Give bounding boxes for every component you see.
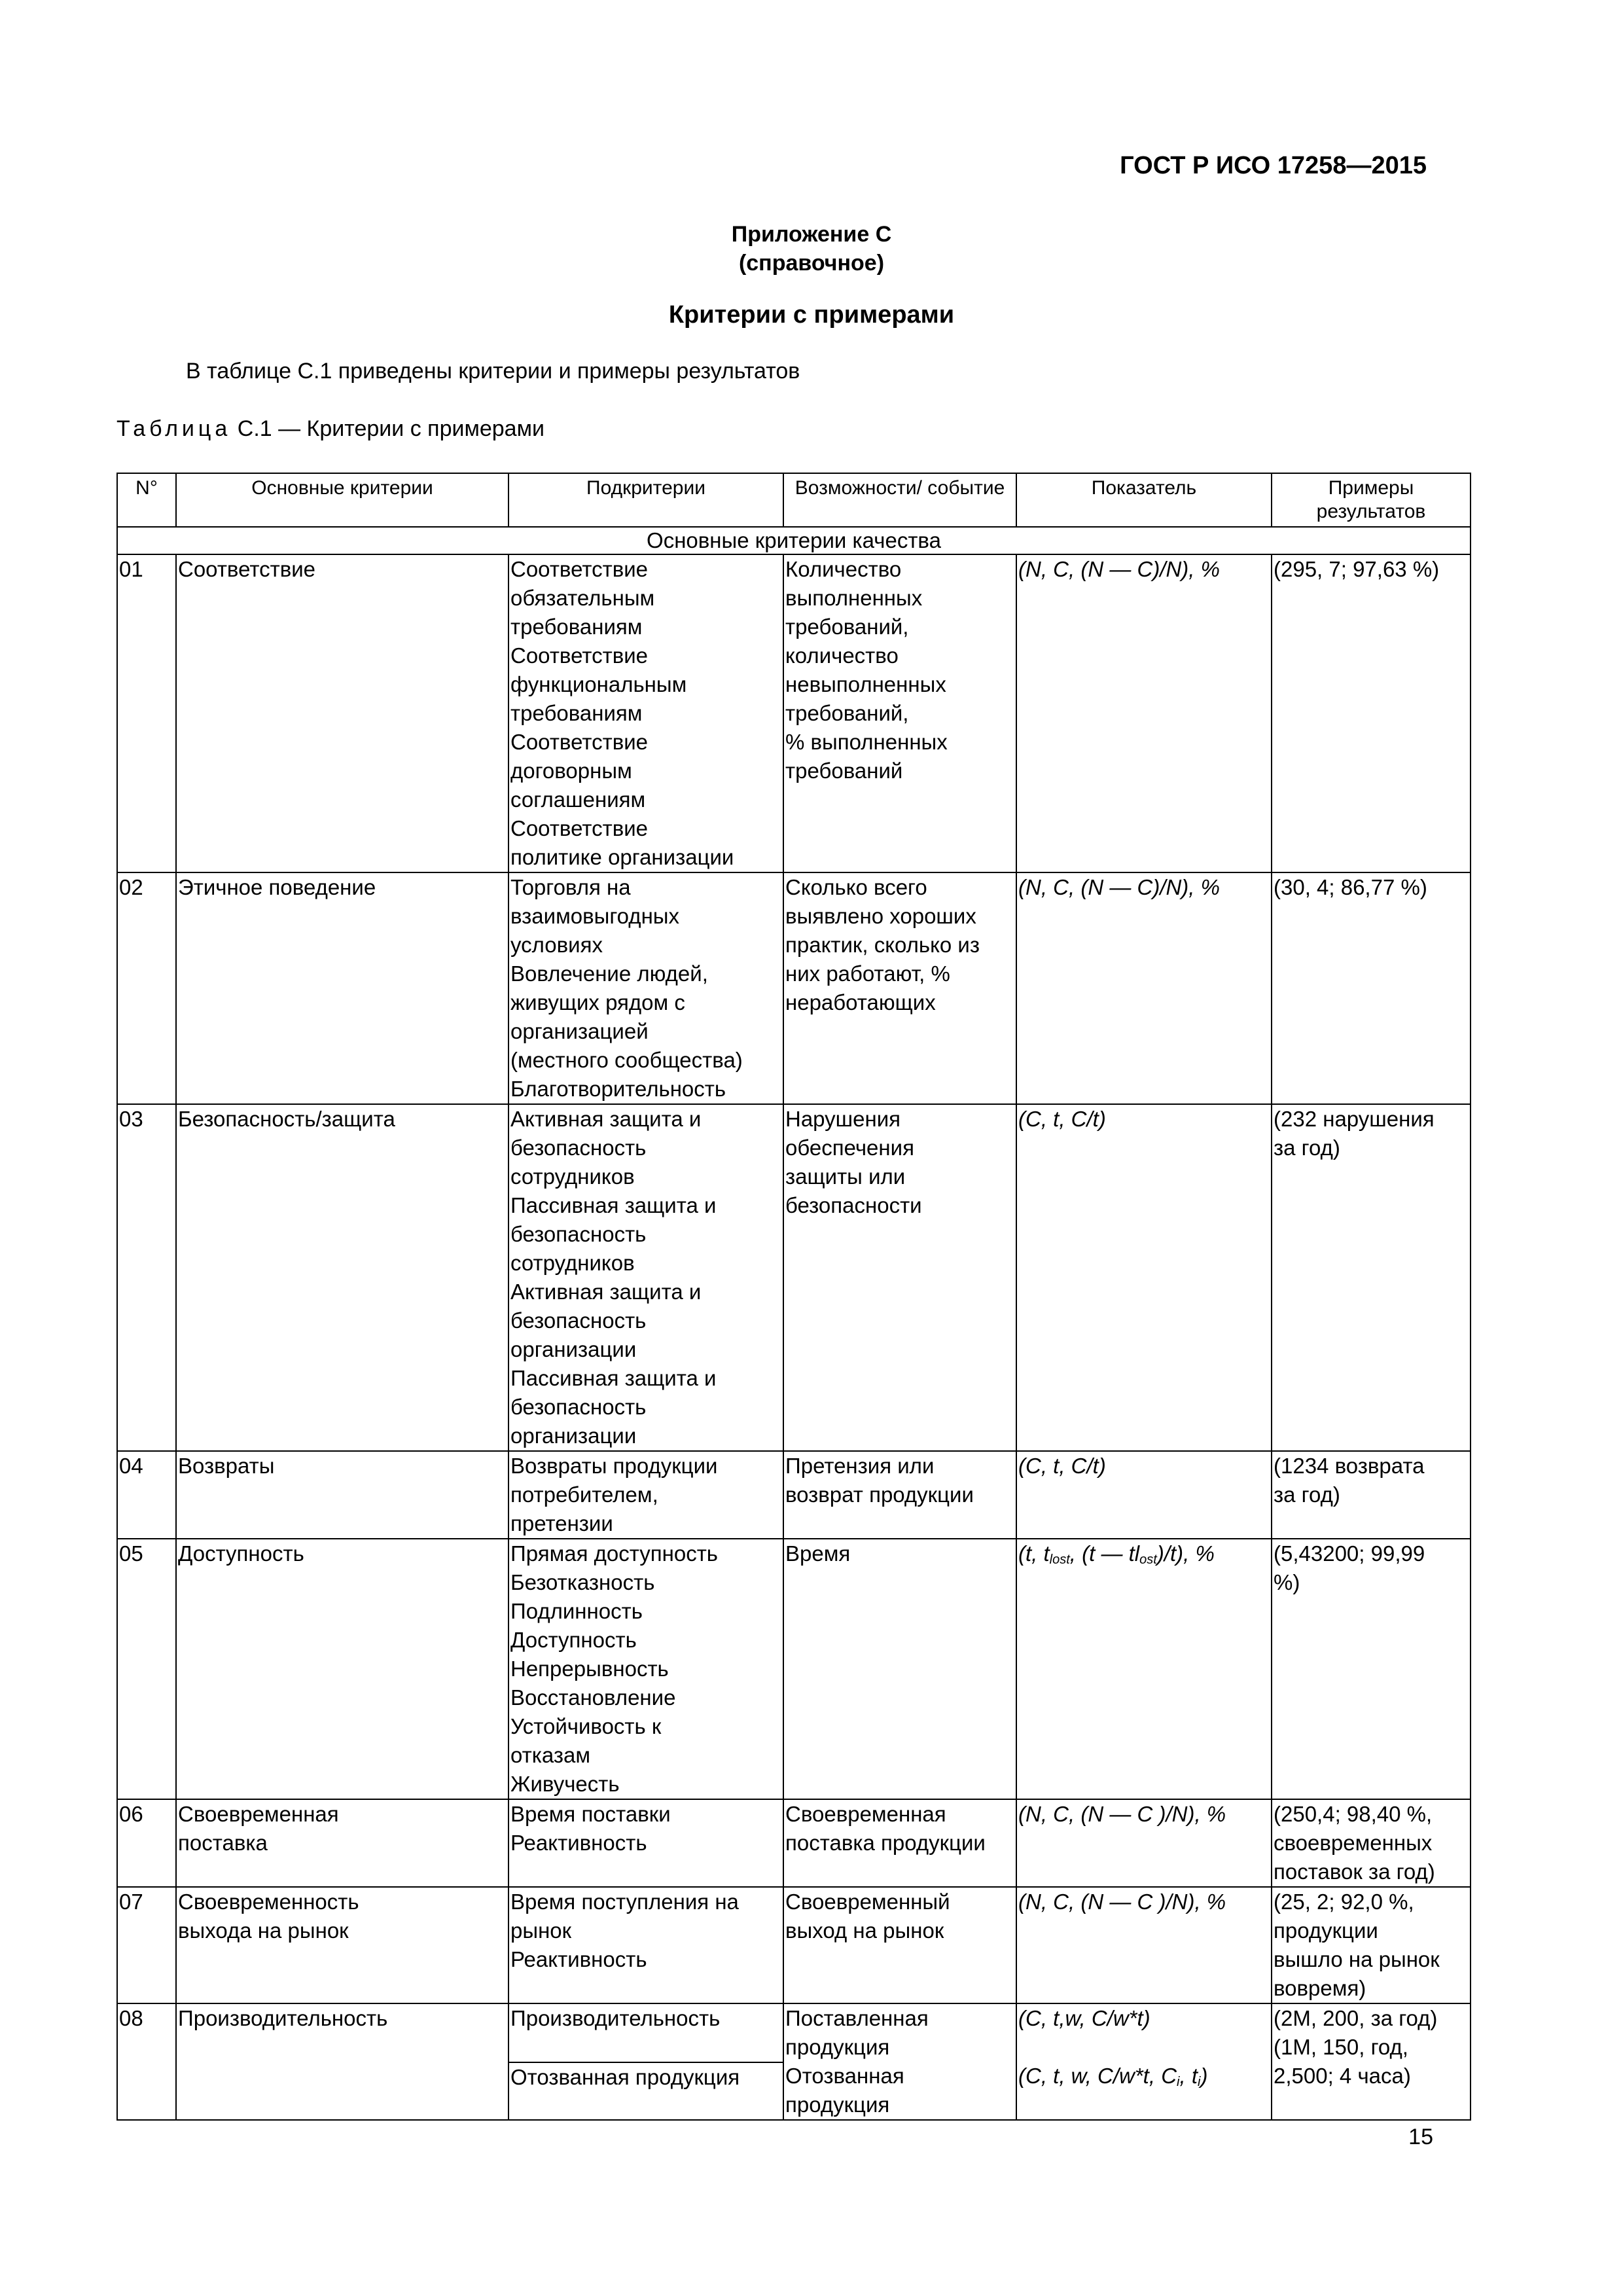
subcriteria-line: безопасность <box>510 1136 647 1160</box>
subcriteria-line: Активная защита и <box>510 1280 702 1304</box>
subcriteria-line: организацией <box>510 1019 649 1043</box>
subcriteria-line: договорным <box>510 759 632 783</box>
table-header-row <box>117 473 1471 527</box>
indicator-part: (t, t <box>1018 1541 1050 1566</box>
row-example <box>1272 1799 1471 1887</box>
header-examples: Примеры результатов <box>1272 473 1471 527</box>
example-line: (1234 возврата <box>1274 1454 1425 1478</box>
subcriteria-line: Торговля на <box>510 875 631 899</box>
example-line: (250,4; 98,40 %, <box>1274 1802 1433 1826</box>
table-row <box>117 2003 1471 2120</box>
possibility-line: продукция <box>785 2092 890 2117</box>
row-example <box>1272 1451 1471 1539</box>
main-criterion-line: поставка <box>178 1831 268 1855</box>
table-row <box>117 554 1471 872</box>
row-subcriteria <box>508 554 783 872</box>
main-criterion-line: выхода на рынок <box>178 1918 349 1943</box>
row-subcriteria <box>508 1539 783 1799</box>
indicator-part: (C, t, w, C/w*t, C <box>1018 2064 1177 2088</box>
appendix-type: (справочное) <box>738 251 885 276</box>
indicator-part: , t <box>1179 2064 1198 2088</box>
row-subcriteria <box>508 1887 783 2003</box>
subcriteria-line: Активная защита и <box>510 1107 702 1131</box>
header-indicator: Показатель <box>1016 473 1272 527</box>
example-line: своевременных <box>1274 1831 1433 1855</box>
possibility-line: Отозванная <box>785 2064 904 2088</box>
indicator-subscript: ost <box>1139 1552 1157 1567</box>
subcriteria-line: Подлинность <box>510 1599 643 1623</box>
row-subcriteria <box>508 2003 783 2120</box>
table-caption-rest: С.1 — Критерии с примерами <box>231 416 544 441</box>
subcriteria-line: Пассивная защита и <box>510 1193 717 1217</box>
row-example <box>1272 1887 1471 2003</box>
subcriteria-line: потребителем, <box>510 1482 658 1507</box>
row-indicator: (C, t, C/t) <box>1016 1104 1272 1451</box>
row-possibilities <box>783 1799 1016 1887</box>
possibility-line: них работают, % <box>785 961 950 986</box>
row-num: 01 <box>117 554 176 872</box>
row-main-criterion: Производительность <box>176 2003 508 2120</box>
possibility-line: Поставленная <box>785 2006 929 2030</box>
row-main-criterion: Возвраты <box>176 1451 508 1539</box>
subcriteria-line: организации <box>510 1337 637 1361</box>
row-possibilities <box>783 872 1016 1104</box>
possibility-line: требований, <box>785 701 909 725</box>
header-subcriteria: Подкритерии <box>508 473 783 527</box>
possibility-line: поставка продукции <box>785 1831 986 1855</box>
row-possibilities <box>783 1539 1016 1799</box>
row-possibilities <box>783 1887 1016 2003</box>
section-row <box>117 527 1471 554</box>
possibility-line: безопасности <box>785 1193 922 1217</box>
subcriteria-line: взаимовыгодных <box>510 904 680 928</box>
main-criterion-line: Своевременность <box>178 1890 359 1914</box>
row-possibilities <box>783 2003 1016 2120</box>
header-num: N° <box>117 473 176 527</box>
subcriteria-line: Время поставки <box>510 1802 671 1826</box>
subcriteria-line: Соответствие <box>510 816 649 840</box>
subcriteria-line: Безотказность <box>510 1570 655 1594</box>
example-line: за год) <box>1274 1482 1340 1507</box>
table-row <box>117 872 1471 1104</box>
row-possibilities <box>783 554 1016 872</box>
subcriteria-line: Вовлечение людей, <box>510 961 708 986</box>
example-line: поставок за год) <box>1274 1859 1435 1884</box>
table-row <box>117 1799 1471 1887</box>
example-line: продукции <box>1274 1918 1378 1943</box>
row-main-criterion: Этичное поведение <box>176 872 508 1104</box>
subcriteria-line: соглашениям <box>510 787 646 812</box>
row-indicator: (N, C, (N — C )/N), % <box>1016 1799 1272 1887</box>
example-line: вышло на рынок <box>1274 1947 1440 1971</box>
header-possibilities: Возможности/ событие <box>783 473 1016 527</box>
subcriteria-line: безопасность <box>510 1308 647 1333</box>
indicator-lower <box>1018 2062 1270 2096</box>
subcriteria-line: сотрудников <box>510 1164 635 1189</box>
row-num: 04 <box>117 1451 176 1539</box>
table-row <box>117 1104 1471 1451</box>
example-line: 2,500; 4 часа) <box>1274 2064 1411 2088</box>
table-row <box>117 1451 1471 1539</box>
row-main-criterion: Соответствие <box>176 554 508 872</box>
subcriteria-line: претензии <box>510 1511 613 1535</box>
table-row <box>117 1539 1471 1799</box>
row-example: (295, 7; 97,63 %) <box>1272 554 1471 872</box>
row-main-criterion <box>176 1799 508 1887</box>
subcriteria-line: Соответствие <box>510 643 649 668</box>
subcriteria-lower: Отозванная продукция <box>510 2065 740 2089</box>
possibility-line: Своевременный <box>785 1890 950 1914</box>
indicator-subscript: i <box>1198 2075 1201 2089</box>
row-num: 05 <box>117 1539 176 1799</box>
row-indicator: (C, t, C/t) <box>1016 1451 1272 1539</box>
subcriteria-line: безопасность <box>510 1222 647 1246</box>
row-main-criterion: Доступность <box>176 1539 508 1799</box>
possibility-line: Время <box>785 1541 851 1566</box>
document-code: ГОСТ Р ИСО 17258—2015 <box>1120 152 1427 179</box>
possibility-line: невыполненных <box>785 672 946 696</box>
indicator-subscript: lost <box>1049 1552 1070 1567</box>
row-subcriteria <box>508 1799 783 1887</box>
subcriteria-line: Непрерывность <box>510 1657 669 1681</box>
intro-paragraph: В таблице С.1 приведены критерии и примеры результатов <box>186 359 800 384</box>
indicator-part: ) <box>1200 2064 1208 2088</box>
example-line: (25, 2; 92,0 %, <box>1274 1890 1414 1914</box>
subcriteria-line: Реактивность <box>510 1831 647 1855</box>
possibility-line: продукция <box>785 2035 890 2059</box>
row-subcriteria <box>508 1451 783 1539</box>
possibility-line: практик, сколько из <box>785 933 980 957</box>
example-line: %) <box>1274 1570 1300 1594</box>
example-line: вовремя) <box>1274 1976 1366 2000</box>
subcriteria-line: требованиям <box>510 615 643 639</box>
row-possibilities <box>783 1451 1016 1539</box>
row-num: 03 <box>117 1104 176 1451</box>
subcriteria-line: сотрудников <box>510 1251 635 1275</box>
row-num: 06 <box>117 1799 176 1887</box>
row-example <box>1272 1539 1471 1799</box>
possibility-line: возврат продукции <box>785 1482 974 1507</box>
section-row-label: Основные критерии качества <box>117 527 1471 554</box>
subcriteria-line: требованиям <box>510 701 643 725</box>
possibility-line: требований, <box>785 615 909 639</box>
row-main-criterion: Безопасность/защита <box>176 1104 508 1451</box>
possibility-line: обеспечения <box>785 1136 914 1160</box>
possibility-line: количество <box>785 643 899 668</box>
row-indicator: (N, C, (N — C)/N), % <box>1016 554 1272 872</box>
table-row <box>117 1887 1471 2003</box>
example-line: (5,43200; 99,99 <box>1274 1541 1425 1566</box>
appendix-heading <box>0 220 1623 278</box>
possibility-line: неработающих <box>785 990 936 1014</box>
row-indicator: (N, C, (N — C)/N), % <box>1016 872 1272 1104</box>
subcriteria-line: Реактивность <box>510 1947 647 1971</box>
header-main-criteria: Основные критерии <box>176 473 508 527</box>
appendix-label: Приложение С <box>731 222 892 247</box>
table-caption <box>116 416 544 442</box>
subcriteria-line: Пассивная защита и <box>510 1366 717 1390</box>
subcriteria-line: рынок <box>510 1918 572 1943</box>
indicator-upper: (C, t,w, C/w*t) <box>1018 2006 1150 2030</box>
example-line: за год) <box>1274 1136 1340 1160</box>
subcriteria-line: Возвраты продукции <box>510 1454 718 1478</box>
subcriteria-line: условиях <box>510 933 603 957</box>
table-caption-prefix: Таблица <box>116 416 232 441</box>
possibility-line: Количество <box>785 557 902 581</box>
subcriteria-line: Время поступления на <box>510 1890 739 1914</box>
subcriteria-line: Благотворительность <box>510 1077 726 1101</box>
possibility-line: выход на рынок <box>785 1918 944 1943</box>
possibility-line: Нарушения <box>785 1107 901 1131</box>
possibility-line: требований <box>785 759 903 783</box>
possibility-line: выявлено хороших <box>785 904 976 928</box>
row-subcriteria <box>508 1104 783 1451</box>
row-example <box>1272 2003 1471 2120</box>
possibility-line: защиты или <box>785 1164 906 1189</box>
possibility-line: % выполненных <box>785 730 948 754</box>
page-number: 15 <box>1408 2125 1433 2149</box>
example-line: (1M, 150, год, <box>1274 2035 1408 2059</box>
indicator-spacer <box>1018 2033 1270 2062</box>
criteria-table <box>116 473 1471 2121</box>
subcriteria-upper: Производительность <box>509 2004 783 2063</box>
subcriteria-line: Соответствие <box>510 557 649 581</box>
subcriteria-line: Устойчивость к <box>510 1714 662 1738</box>
subcriteria-line: (местного сообщества) <box>510 1048 743 1072</box>
possibility-line: выполненных <box>785 586 923 610</box>
subcriteria-line: живущих рядом с <box>510 990 685 1014</box>
row-indicator <box>1016 2003 1272 2120</box>
example-line: (232 нарушения <box>1274 1107 1435 1131</box>
subcriteria-line: Восстановление <box>510 1685 676 1710</box>
row-main-criterion <box>176 1887 508 2003</box>
row-example <box>1272 1104 1471 1451</box>
row-num: 02 <box>117 872 176 1104</box>
row-subcriteria <box>508 872 783 1104</box>
indicator-part: , (t — tl <box>1069 1541 1140 1566</box>
possibility-line: Своевременная <box>785 1802 946 1826</box>
subcriteria-line: безопасность <box>510 1395 647 1419</box>
possibility-line: Претензия или <box>785 1454 935 1478</box>
main-criterion-line: Своевременная <box>178 1802 339 1826</box>
row-num: 08 <box>117 2003 176 2120</box>
subcriteria-line: Живучесть <box>510 1772 620 1796</box>
subcriteria-line: Доступность <box>510 1628 637 1652</box>
subcriteria-line: политике организации <box>510 845 734 869</box>
indicator-subscript: i <box>1177 2075 1180 2089</box>
row-example: (30, 4; 86,77 %) <box>1272 872 1471 1104</box>
row-indicator <box>1016 1539 1272 1799</box>
subcriteria-line: отказам <box>510 1743 591 1767</box>
subcriteria-line: обязательным <box>510 586 655 610</box>
subcriteria-line: организации <box>510 1424 637 1448</box>
row-num: 07 <box>117 1887 176 2003</box>
subcriteria-line: Соответствие <box>510 730 649 754</box>
row-possibilities <box>783 1104 1016 1451</box>
subcriteria-line: Прямая доступность <box>510 1541 718 1566</box>
indicator-part: )/t), % <box>1156 1541 1215 1566</box>
example-line: (2M, 200, за год) <box>1274 2006 1438 2030</box>
subcriteria-line: функциональным <box>510 672 687 696</box>
row-indicator: (N, C, (N — C )/N), % <box>1016 1887 1272 2003</box>
possibility-line: Сколько всего <box>785 875 927 899</box>
section-title: Критерии с примерами <box>668 301 955 329</box>
